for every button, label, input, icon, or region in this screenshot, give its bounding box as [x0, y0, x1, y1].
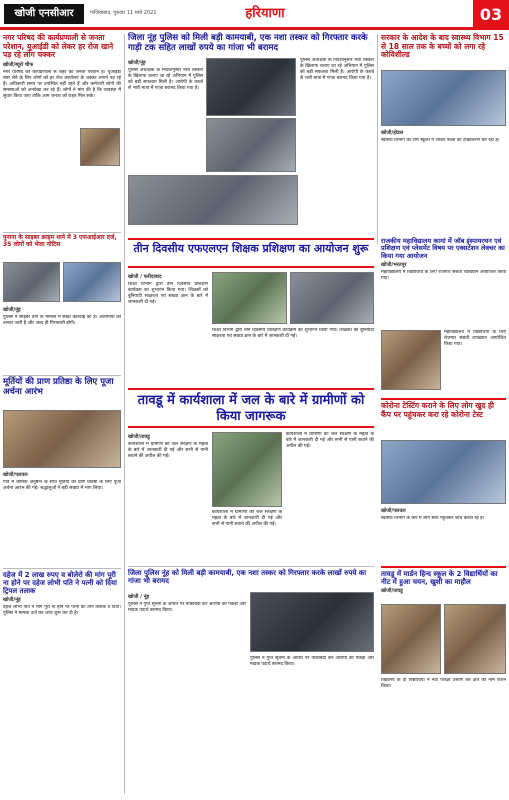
worship-ceremony-photo [3, 410, 121, 468]
story-lead-body-1 [128, 58, 203, 178]
story-headline: पुनाना के साइबर क्राइम थाने में 3 एफआईआर दर्ज, 35 लोगों को भेजा नोटिस [3, 234, 117, 248]
column-rule [377, 34, 378, 244]
story-body: दहेज लोभी पति ने मांग पूरी ना होने पर पत्नी को तीन तलाक दे दिया। पुलिस ने मामला दर्ज कर जांच शुरू कर दी है। [3, 605, 121, 617]
story-headline: सरकार के आदेश के बाद स्वास्थ्य विभाग 15 से 18 साल तक के बच्चों को लगा रहे कोविशील्ड [381, 33, 504, 60]
story-drug-seizure-lead [128, 34, 374, 54]
story-body: महाविद्यालय में विद्यार्थियों के लिए रोजगार संबंधी व्याख्यान आयोजित किया गया। [381, 270, 506, 282]
story-drug2-body-2 [250, 656, 374, 786]
story-water-body [128, 432, 208, 572]
story-college-lecture [381, 238, 506, 320]
police-team-photo [128, 175, 298, 225]
story-byline: खोजी/ब्यूरो चीफ [3, 61, 34, 68]
newspaper-brand: खोजी एनसीआर [4, 4, 84, 24]
story-byline: खोजी/नूंह [3, 597, 21, 604]
section-rule [128, 566, 374, 567]
story-body: कार्यशाला में ग्रामीणों को जल संरक्षण के महत्व के बारे में जानकारी दी गई और सभी से पानी बचाने की अपील की गई। [128, 442, 208, 459]
story-fln-body [128, 272, 208, 382]
accused-photo [206, 118, 296, 172]
story-body: पुलिस ने गुप्त सूचना के आधार पर नाकाबंदी कर आरोपी को पकड़ा और मादक पदार्थ बरामद किया। [250, 656, 374, 667]
story-neet-body [381, 678, 506, 788]
story-lead-body-2 [300, 58, 374, 233]
column-rule [124, 34, 125, 794]
story-fln-body-2 [212, 328, 374, 373]
story-neet-selection [381, 566, 506, 596]
story-vaccination [381, 34, 506, 60]
story-cyber-crime-body [3, 305, 121, 375]
masthead [0, 0, 509, 30]
story-body: पुलिस ने साइबर ठगी के मामलों में सख्त कार्रवाई की है। आरोपियों की तलाश जारी है और जल्द ही गिरफ्तारी होगी। [3, 315, 121, 326]
vaccination-photo [381, 70, 506, 126]
story-idol-body [3, 470, 121, 570]
story-body: कार्यशाला में ग्रामीणों को जल संरक्षण के महत्व के बारे में जानकारी दी गई और सभी से पानी बचाने की अपील की गई। [286, 432, 374, 449]
story-body: स्वास्थ्य विभाग की टीम स्कूलों में जाकर बच्चों का टीकाकरण कर रही है। [381, 138, 500, 143]
story-headline: राजकीय महाविद्यालय कामां में जॉब इंस्पायरथन एवं प्रशिक्षण एवं प्लेसमेंट विषय पर एक्सटेंशन लेक्चर का किया गया आयोजन [381, 237, 505, 260]
story-body: पुलिस ने गुप्त सूचना के आधार पर नाकाबंदी कर आरोपी को पकड़ा और मादक पदार्थ बरामद किया। [128, 602, 246, 613]
story-body: महाविद्यालय में विद्यार्थियों के लिए रोजगार संबंधी व्याख्यान आयोजित किया गया। [444, 330, 506, 347]
story-headline-water-workshop: तावडू में कार्यशाला में जल के बारे में ग्रामीणों को किया जागरूक [128, 388, 374, 428]
page-number: 03 [473, 0, 509, 30]
story-body: नगर परिषद की कार्यप्रणाली से शहर की जनता परेशान है। यूआईडी नंबर लेने के लिए लोगों को हर रोज कार्यालय के चक्कर लगाने पड़ रहे हैं। अधिकारी समय पर उपस्थित नहीं रहते हैं और कर्मचारी लोगों की समस्याओं को अनदेखा कर रहे हैं। लोगों ने मांग की है कि व्यवस्था में सुधार किया जाए ताकि आम जनता को राहत मिल सके। [3, 69, 121, 99]
story-headline: तावडू में मार्डन हिन्द स्कूल के 2 विद्यार्थियों का नीट में हुआ चयन, खुशी का माहौल [381, 570, 498, 587]
story-byline: खोजी/नूंह [128, 60, 146, 66]
story-byline: खोजी/होडल [381, 130, 404, 136]
story-body: कार्यशाला में ग्रामीणों को जल संरक्षण के महत्व के बारे में जानकारी दी गई और सभी से पानी बचाने की अपील की गई। [212, 510, 282, 527]
story-body: शिक्षा विभाग द्वारा तीन दिवसीय प्रशिक्षण कार्यक्रम का शुभारंभ किया गया। शिक्षकों को बुनियादी साक्षरता एवं संख्या ज्ञान के बारे में जानकारी दी गई। [128, 282, 208, 305]
story-byline: खोजी/तावडू [128, 434, 150, 440]
section-title: हरियाणा [245, 6, 285, 21]
story-byline: खोजी/नूंह [3, 307, 21, 313]
story-byline: खोजी/भरतपुर [381, 262, 407, 269]
story-byline: खोजी/पलवल [381, 508, 406, 514]
section-rule [3, 232, 121, 233]
story-municipal-council [3, 34, 121, 220]
story-covid-body [381, 506, 506, 571]
story-headline: जिला नूंह पुलिस को मिली बड़ी कामयाबी, एक नशा तस्कर को गिरफ्तार करके गाड़ी टक सहित लाखों रुपये का गांजा भी बरामद [128, 33, 368, 53]
section-rule [3, 375, 121, 376]
story-headline-fln: तीन दिवसीय एफएलएन शिक्षक प्रशिक्षण का आयोजन शुरू [128, 238, 374, 268]
official-portrait-photo [80, 128, 120, 166]
story-byline: खोजी / नूंह [128, 594, 150, 600]
training-session-photo [290, 272, 374, 324]
story-water-body-2 [212, 510, 282, 565]
story-idol-consecration [3, 378, 121, 398]
seized-vehicle-photo [206, 58, 296, 116]
covid-camp-photo [381, 440, 506, 504]
training-session-photo [212, 272, 287, 324]
lecture-photo [381, 330, 441, 390]
seizure-photo [250, 592, 374, 652]
story-body: पुलिस अधीक्षक के निर्देशानुसार नशा तस्करों के खिलाफ चलाए जा रहे अभियान में पुलिस को बड़ी सफलता मिली है। आरोपी के कब्जे से भारी मात्रा में गांजा बरामद किया गया है। [128, 68, 203, 91]
student-photo [444, 604, 506, 674]
story-drug-seizure-2 [128, 569, 374, 585]
story-byline: खोजी/पलवल [3, 472, 28, 478]
story-body: विद्यालय के दो विद्यार्थियों ने नीट परीक्षा उत्तीर्ण कर क्षेत्र का नाम रोशन किया। [381, 678, 506, 689]
section-rule [3, 568, 121, 569]
story-byline: खोजी / फरीदाबाद [128, 274, 162, 280]
story-college-body-2 [444, 330, 506, 390]
story-headline: दहेज में 2 लाख रुपए व बोलेरो की मांग पूरी ना होने पर दहेज लोभी पति ने पत्नी को दिया ट्रिपल तलाक [3, 571, 117, 596]
student-photo [381, 604, 441, 674]
news-photo [3, 262, 60, 302]
story-body: गांव में धार्मिक अनुष्ठान के साथ मूर्तियों की प्राण प्रतिष्ठा के लिए पूजा अर्चना आरंभ की गई। श्रद्धालुओं ने बड़ी संख्या में भाग लिया। [3, 480, 121, 491]
story-drug2-body [128, 592, 246, 797]
story-byline: खोजी/तावडू [381, 588, 403, 595]
story-headline: मूर्तियों की प्राण प्रतिष्ठा के लिए पूजा अर्चना आरंभ [3, 377, 114, 397]
story-headline: नगर परिषद की कार्यप्रणाली से जनता परेशान, यूआईडी को लेकर हर रोज खाने पड़ रहे लोग चक्कर [3, 33, 114, 60]
news-photo [63, 262, 121, 302]
edition-date: गाजियाबाद, गुरुवार 11 मार्च 2021 [90, 10, 157, 16]
story-body: शिक्षा विभाग द्वारा तीन दिवसीय प्रशिक्षण कार्यक्रम का शुभारंभ किया गया। शिक्षकों को बुनियादी साक्षरता एवं संख्या ज्ञान के बारे में जानकारी दी गई। [212, 328, 374, 339]
story-headline: कोरोना टेस्टिंग कराने के लिए लोग खुद ही कैंप पर पहुंचकर करा रहे कोरोना टेस्ट [381, 401, 494, 419]
story-water-body-3 [286, 432, 374, 562]
story-covid-testing [381, 398, 506, 419]
story-body: स्वास्थ्य विभाग के कैंप में लोग स्वयं पहुंचकर जांच करवा रहे हैं। [381, 516, 485, 521]
story-body: पुलिस अधीक्षक के निर्देशानुसार नशा तस्करों के खिलाफ चलाए जा रहे अभियान में पुलिस को बड़ी सफलता मिली है। आरोपी के कब्जे से भारी मात्रा में गांजा बरामद किया गया है। [300, 58, 374, 81]
story-vaccination-body [381, 128, 506, 238]
story-cyber-crime [3, 235, 121, 249]
workshop-photo [212, 432, 282, 507]
story-dowry [3, 571, 121, 770]
story-headline: जिला पुलिस नूंह को मिली बड़ी कामयाबी, एक नशा तस्कर को गिरफ्तार करके लाखों रुपये का गांजा भी बरामद [128, 569, 367, 586]
